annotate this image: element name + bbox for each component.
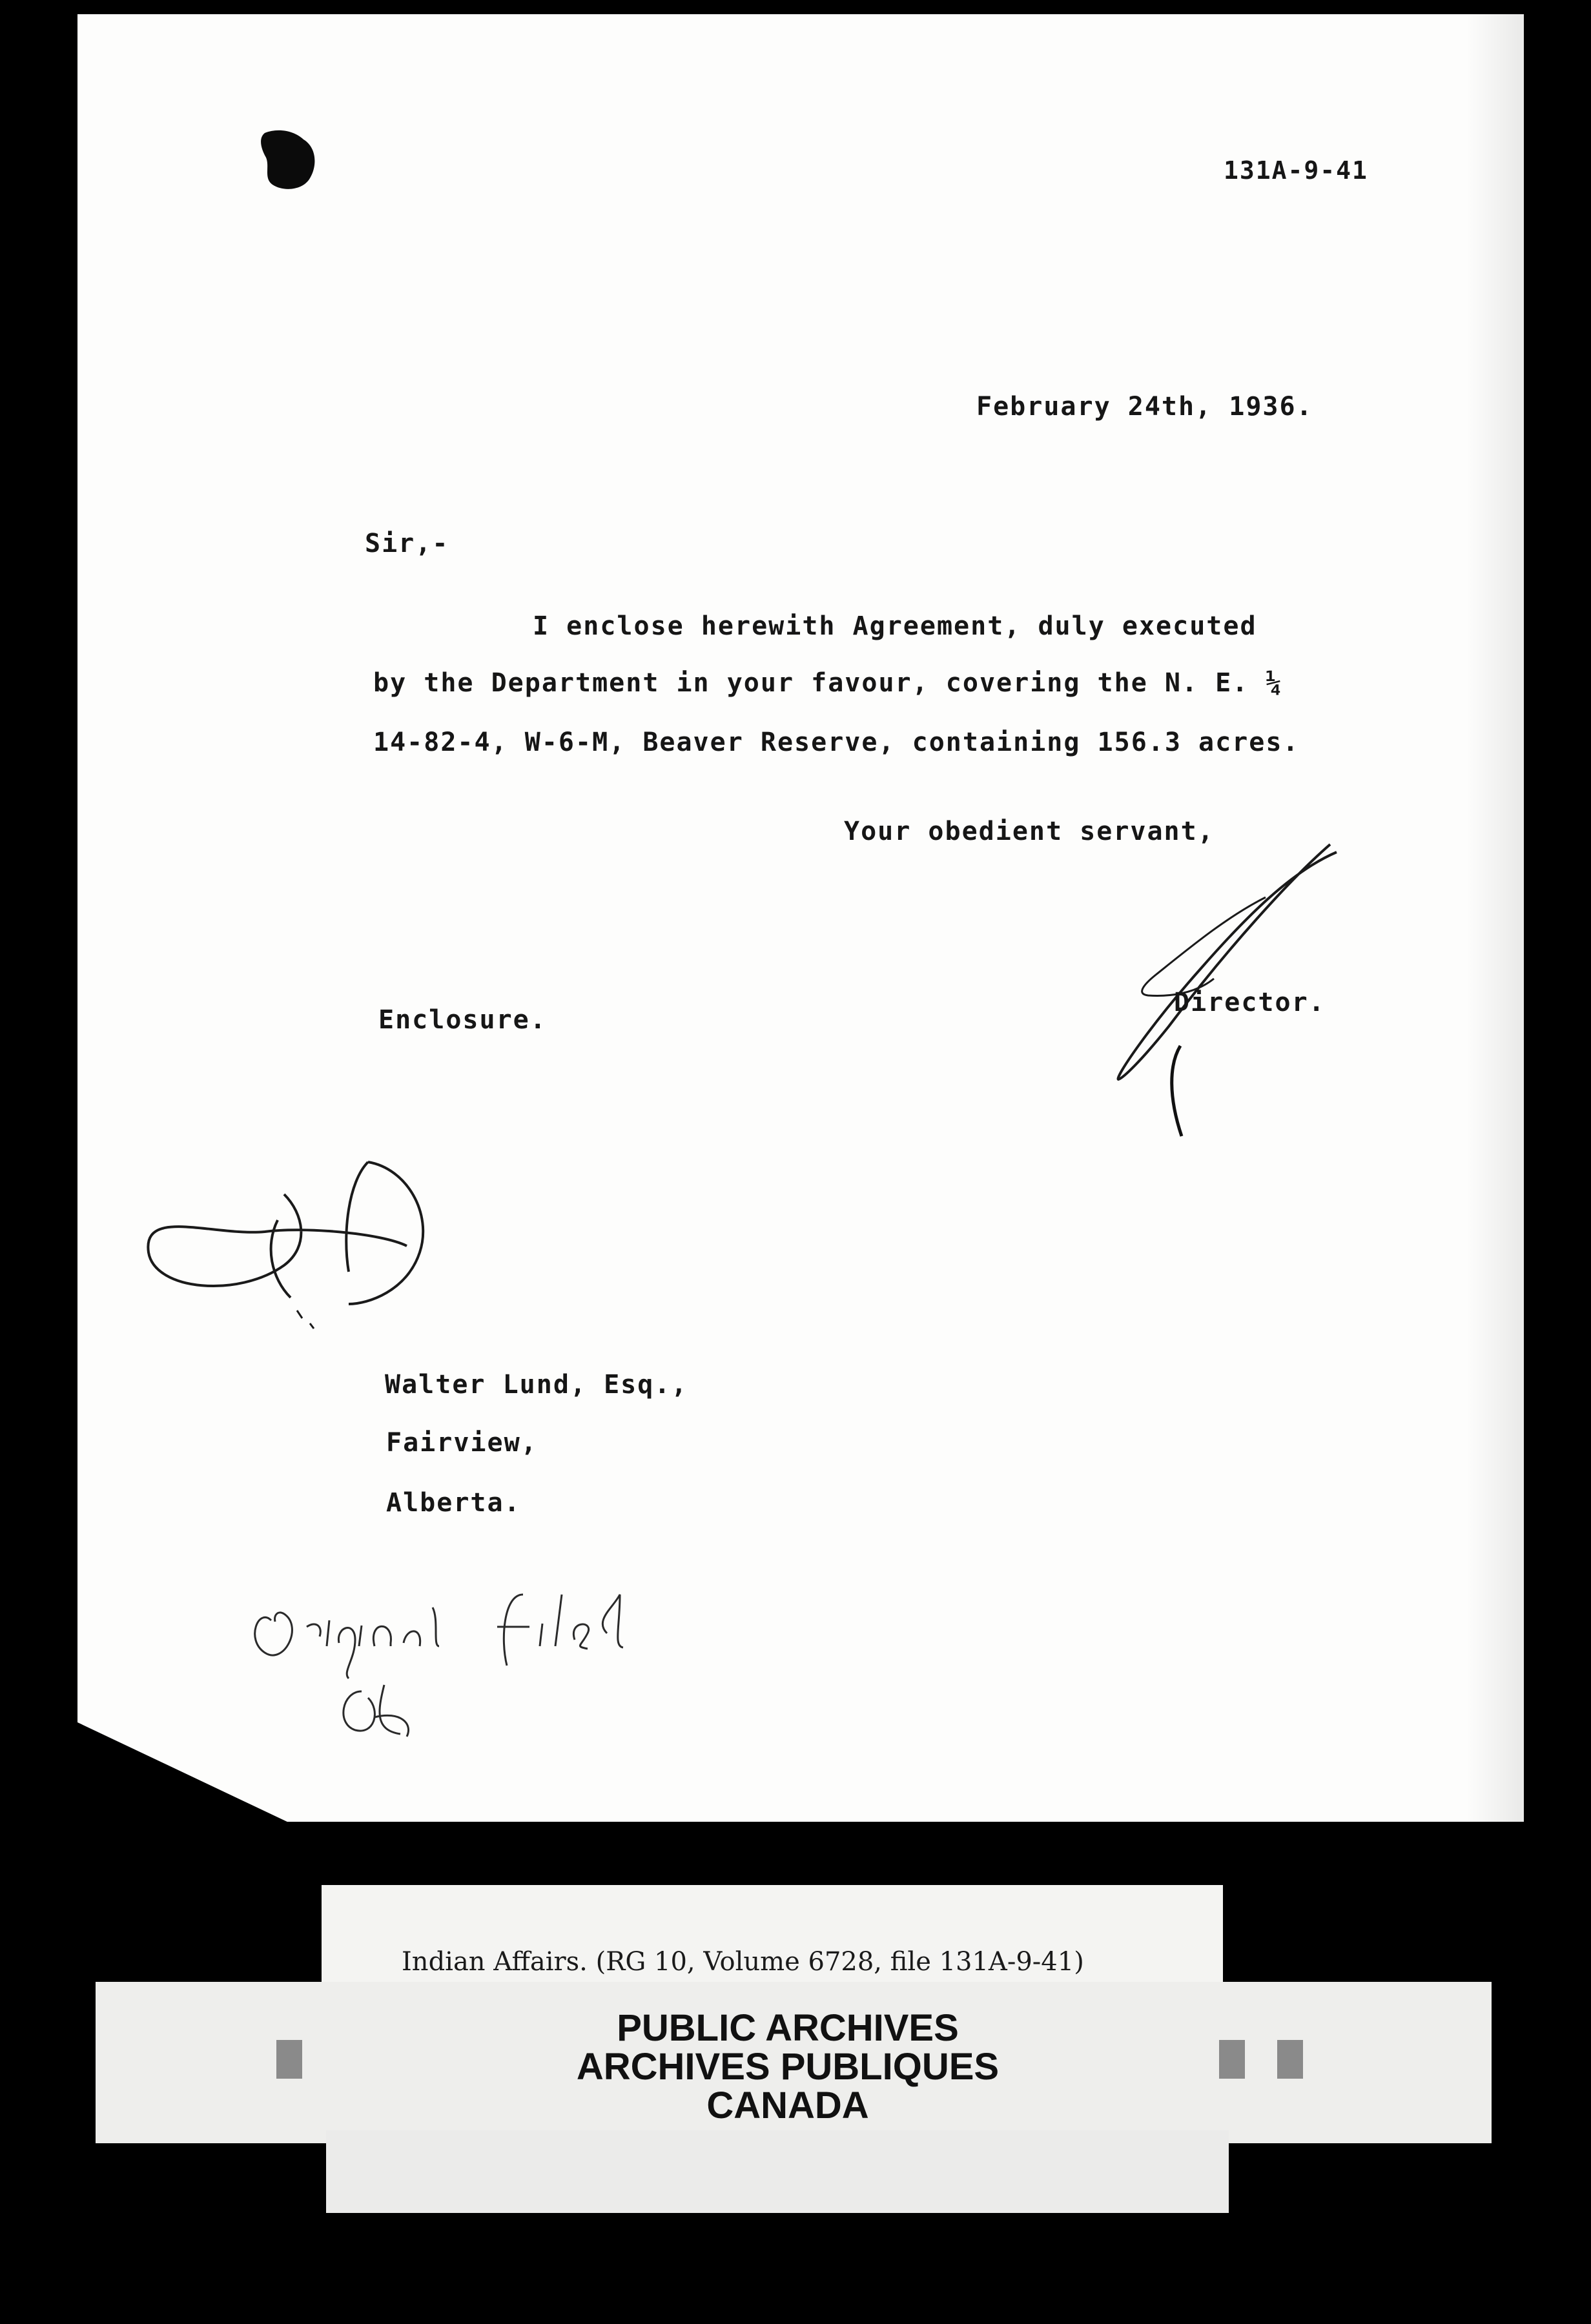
archive-label-bottom: [326, 2130, 1229, 2213]
archives-stamp: [452, 2009, 1124, 2125]
body-line-2: by the Department in your favour, covering the N. E. ¼: [373, 668, 1283, 698]
stamp-line-3: CANADA: [706, 2084, 869, 2126]
letter-date: February 24th, 1936.: [976, 392, 1313, 422]
body-line-3: 14-82-4, W-6-M, Beaver Reserve, containing 156.3 acres.: [373, 728, 1300, 757]
enclosure-note: Enclosure.: [378, 1005, 547, 1035]
paper-edge-shadow: [1466, 14, 1524, 1822]
closing: Your obedient servant,: [844, 817, 1215, 846]
archive-reference: Indian Affairs. (RG 10, Volume 6728, file 131A-9-41): [402, 1947, 1084, 1977]
ink-blot-mark: [258, 128, 320, 192]
recipient-city: Fairview,: [386, 1428, 538, 1458]
initials-signature: [136, 1156, 446, 1349]
recipient-name: Walter Lund, Esq.,: [385, 1370, 688, 1400]
recipient-province: Alberta.: [386, 1488, 521, 1518]
body-line-1: I enclose herewith Agreement, duly executed: [533, 611, 1257, 641]
file-number: 131A-9-41: [1224, 156, 1368, 185]
salutation: Sir,-: [365, 529, 449, 558]
signatory-title: Director.: [1174, 988, 1326, 1017]
stamp-line-2: ARCHIVES PUBLIQUES: [576, 2046, 1000, 2088]
handwritten-original-filed-note: [245, 1582, 736, 1775]
stamp-line-1: PUBLIC ARCHIVES: [617, 2007, 959, 2049]
